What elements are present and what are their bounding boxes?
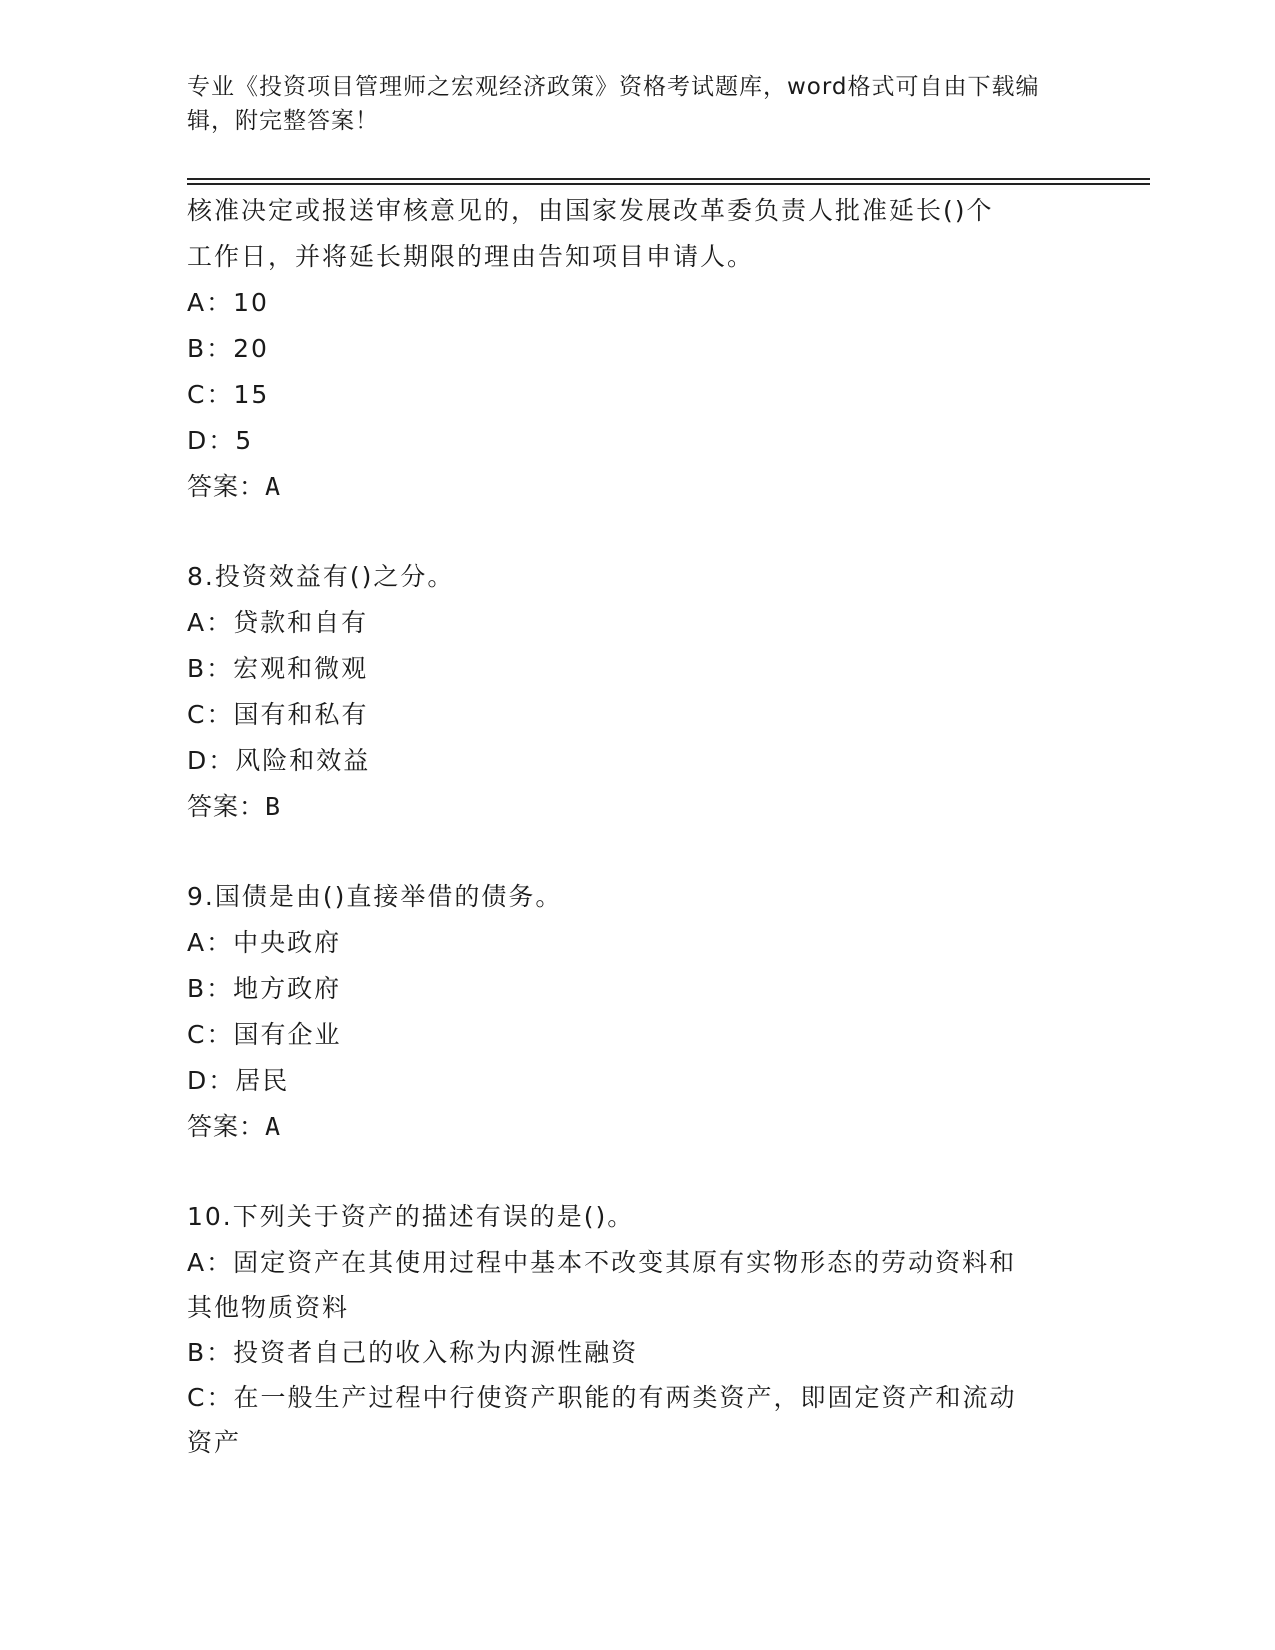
option-c	[187, 372, 1067, 418]
option-text-line: 其他物质资料	[187, 1293, 350, 1322]
option-b	[187, 1330, 1067, 1375]
option-text: 贷款和自有	[233, 608, 369, 637]
option-text: 10	[233, 288, 269, 317]
question-text-line: 核准决定或报送审核意见的，由国家发展改革委负责人批准延长()个	[187, 196, 994, 225]
header-divider-top	[187, 178, 1150, 180]
spacer	[187, 510, 1067, 554]
option-b	[187, 646, 1067, 692]
option-key: B：	[187, 654, 234, 683]
option-key: D：	[187, 1066, 236, 1095]
option-key: D：	[187, 746, 236, 775]
question-block-8	[187, 554, 1067, 830]
option-text-line: 在一般生产过程中行使资产职能的有两类资产，即固定资产和流动	[233, 1383, 1017, 1412]
answer-line: 答案：A	[187, 472, 282, 501]
option-key: B：	[187, 1338, 234, 1367]
header-divider-bottom	[187, 183, 1150, 185]
option-text: 地方政府	[233, 974, 342, 1003]
option-d	[187, 1058, 1067, 1104]
option-c	[187, 1012, 1067, 1058]
option-key: C：	[187, 1383, 234, 1412]
question-block-partial	[187, 188, 1067, 510]
document-header	[187, 70, 1067, 138]
question-content	[187, 188, 1067, 1465]
option-key: A：	[187, 288, 234, 317]
option-a	[187, 1240, 1067, 1330]
option-text: 国有企业	[233, 1020, 342, 1049]
question-block-10	[187, 1194, 1067, 1465]
option-text: 风险和效益	[235, 746, 371, 775]
option-a	[187, 600, 1067, 646]
option-a	[187, 280, 1067, 326]
question-block-9	[187, 874, 1067, 1150]
option-text-line: 固定资产在其使用过程中基本不改变其原有实物形态的劳动资料和	[233, 1248, 1017, 1277]
option-a	[187, 920, 1067, 966]
answer-line: 答案：A	[187, 1112, 282, 1141]
option-c	[187, 692, 1067, 738]
option-c	[187, 1375, 1067, 1465]
option-key: A：	[187, 1248, 234, 1277]
header-line-2: 辑，附完整答案！	[187, 108, 379, 134]
question-title: 10.下列关于资产的描述有误的是()。	[187, 1202, 635, 1231]
question-text-line: 工作日，并将延长期限的理由告知项目申请人。	[187, 242, 755, 271]
option-text: 5	[235, 426, 254, 455]
option-text: 中央政府	[233, 928, 342, 957]
option-key: A：	[187, 928, 234, 957]
option-d	[187, 418, 1067, 464]
option-b	[187, 326, 1067, 372]
option-text: 15	[233, 380, 270, 409]
option-text: 20	[233, 334, 269, 363]
option-text: 宏观和微观	[233, 654, 369, 683]
question-title: 9.国债是由()直接举借的债务。	[187, 882, 563, 911]
spacer	[187, 1150, 1067, 1194]
option-key: B：	[187, 334, 234, 363]
option-text-line: 投资者自己的收入称为内源性融资	[233, 1338, 639, 1367]
option-d	[187, 738, 1067, 784]
option-key: C：	[187, 1020, 234, 1049]
option-key: A：	[187, 608, 234, 637]
spacer	[187, 830, 1067, 874]
question-title: 8.投资效益有()之分。	[187, 562, 455, 591]
option-b	[187, 966, 1067, 1012]
option-key: C：	[187, 380, 234, 409]
option-text: 国有和私有	[233, 700, 369, 729]
option-key: D：	[187, 426, 236, 455]
option-text-line: 资产	[187, 1428, 242, 1457]
option-text: 居民	[235, 1066, 290, 1095]
option-key: B：	[187, 974, 234, 1003]
option-key: C：	[187, 700, 234, 729]
header-line-1: 专业《投资项目管理师之宏观经济政策》资格考试题库，word格式可自由下载编	[187, 74, 1040, 100]
answer-line: 答案：B	[187, 792, 282, 821]
